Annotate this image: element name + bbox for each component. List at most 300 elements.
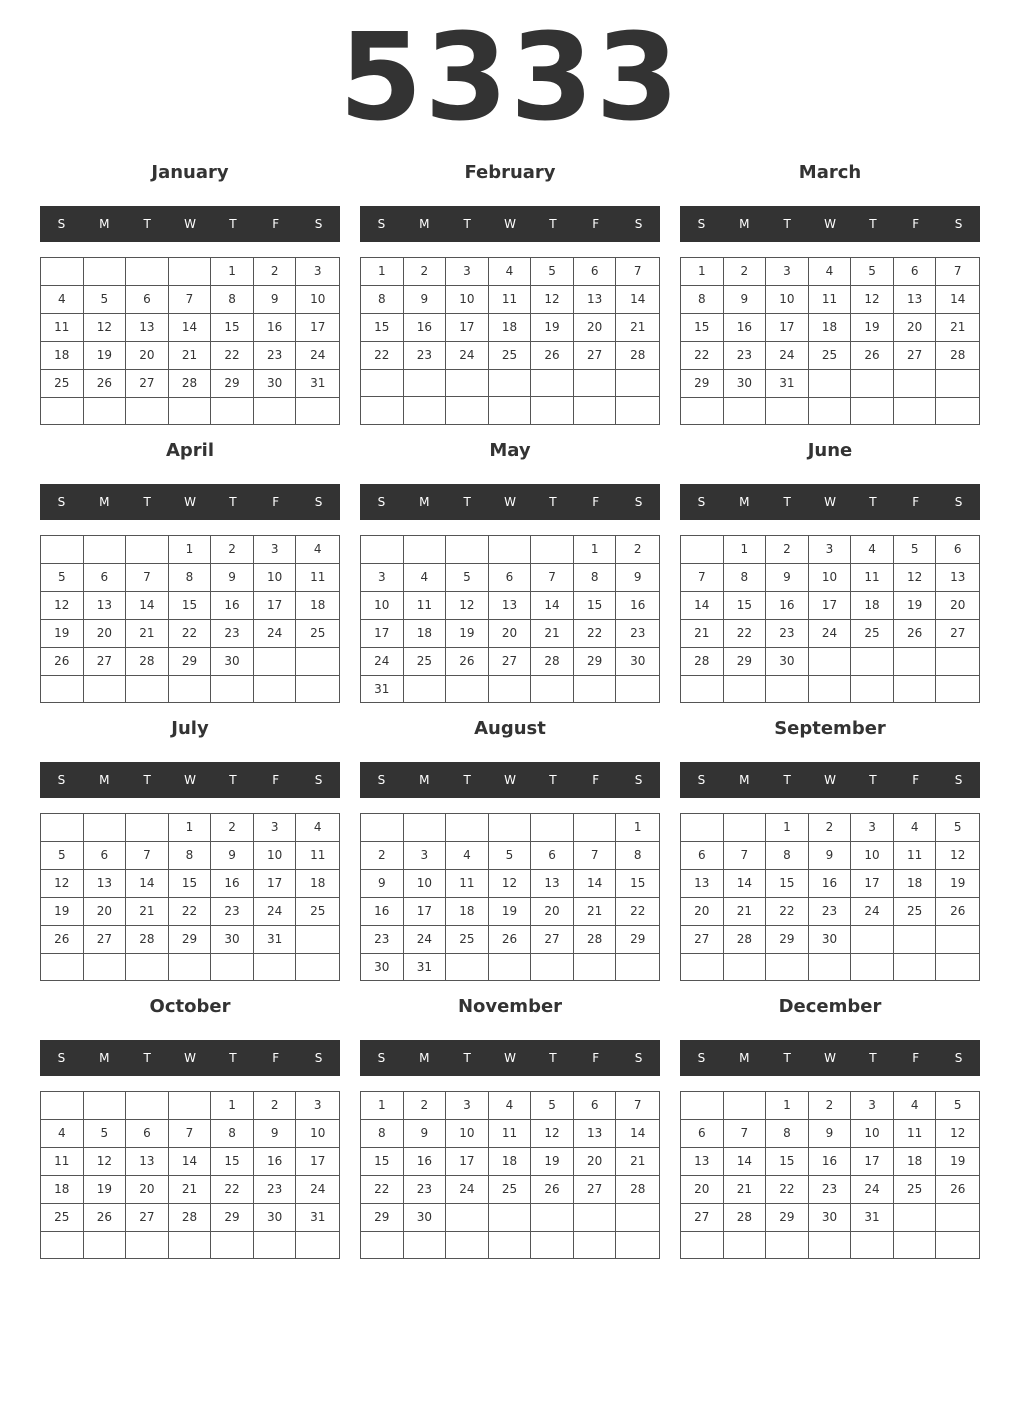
day-cell: 9 — [404, 1120, 447, 1148]
day-cell: 26 — [489, 926, 532, 954]
month-name: May — [489, 440, 531, 461]
day-cell: 19 — [84, 1176, 127, 1204]
day-cell — [126, 536, 169, 564]
weekday-label: T — [463, 495, 471, 509]
day-cell: 12 — [489, 870, 532, 898]
day-cell: 19 — [446, 620, 489, 648]
day-cell — [936, 954, 979, 980]
day-cell: 27 — [574, 342, 617, 370]
day-cell: 11 — [809, 286, 852, 314]
day-cell: 2 — [404, 258, 447, 286]
day-cell: 5 — [936, 814, 979, 842]
day-cell: 25 — [851, 620, 894, 648]
day-cell — [361, 1232, 404, 1258]
day-cell — [531, 954, 574, 981]
weekday-label: T — [869, 1051, 877, 1065]
day-cell: 28 — [531, 648, 574, 676]
day-cell: 4 — [404, 564, 447, 592]
day-cell: 24 — [361, 648, 404, 676]
day-cell — [41, 258, 84, 286]
day-cell: 1 — [169, 536, 212, 564]
day-cell: 25 — [894, 1176, 937, 1204]
day-cell: 7 — [724, 842, 767, 870]
day-cell: 28 — [724, 1204, 767, 1232]
day-cell: 11 — [894, 1120, 937, 1148]
day-cell — [574, 1204, 617, 1232]
day-cell: 14 — [126, 592, 169, 620]
weekday-label: F — [272, 1051, 280, 1065]
day-cell: 31 — [296, 1204, 339, 1232]
day-cell: 31 — [254, 926, 297, 954]
weekday-label: W — [504, 495, 516, 509]
day-cell — [84, 398, 127, 424]
day-cell: 21 — [724, 1176, 767, 1204]
day-cell: 14 — [531, 592, 574, 620]
day-cell: 12 — [936, 842, 979, 870]
weekday-label: M — [739, 495, 750, 509]
day-cell: 4 — [41, 286, 84, 314]
weekday-label: M — [99, 1051, 110, 1065]
day-cell: 6 — [126, 1120, 169, 1148]
day-cell — [41, 954, 84, 980]
day-cell — [41, 1232, 84, 1258]
day-cell: 14 — [574, 870, 617, 898]
day-cell: 7 — [724, 1120, 767, 1148]
day-cell — [894, 1232, 937, 1258]
day-cell: 19 — [84, 342, 127, 370]
day-cell: 17 — [404, 898, 447, 926]
day-cell — [84, 1232, 127, 1258]
day-cell: 13 — [84, 592, 127, 620]
day-cell — [809, 398, 852, 424]
weekday-label: T — [143, 217, 151, 231]
day-cell — [126, 398, 169, 424]
month-name: October — [149, 996, 231, 1017]
weekday-label: M — [419, 1051, 430, 1065]
day-cell — [809, 954, 852, 980]
day-cell: 12 — [531, 1120, 574, 1148]
day-grid — [680, 535, 980, 703]
day-cell: 10 — [446, 286, 489, 314]
day-cell: 19 — [531, 1148, 574, 1176]
day-cell: 13 — [894, 286, 937, 314]
day-cell: 10 — [254, 842, 297, 870]
day-grid — [360, 257, 660, 425]
day-cell — [296, 1232, 339, 1258]
day-cell — [126, 814, 169, 842]
day-cell: 6 — [84, 842, 127, 870]
day-cell — [766, 676, 809, 702]
day-cell: 1 — [574, 536, 617, 564]
day-cell: 6 — [126, 286, 169, 314]
day-cell: 22 — [574, 620, 617, 648]
weekday-label: T — [549, 217, 557, 231]
day-cell: 13 — [681, 870, 724, 898]
day-cell: 16 — [404, 314, 447, 342]
weekday-label: F — [912, 217, 920, 231]
day-cell — [126, 954, 169, 980]
day-cell — [531, 676, 574, 703]
day-cell: 2 — [809, 814, 852, 842]
day-cell: 20 — [681, 1176, 724, 1204]
day-cell: 25 — [296, 898, 339, 926]
day-cell: 17 — [851, 1148, 894, 1176]
day-cell — [404, 1232, 447, 1258]
day-cell: 22 — [361, 342, 404, 370]
day-cell — [446, 1232, 489, 1258]
day-cell: 17 — [446, 314, 489, 342]
day-cell: 28 — [169, 370, 212, 398]
day-cell: 15 — [169, 592, 212, 620]
day-cell: 29 — [766, 926, 809, 954]
day-cell: 24 — [446, 342, 489, 370]
day-cell: 30 — [809, 926, 852, 954]
month-name: July — [171, 718, 209, 739]
day-cell — [211, 954, 254, 980]
day-cell: 2 — [616, 536, 659, 564]
day-cell: 29 — [361, 1204, 404, 1232]
day-cell — [254, 1232, 297, 1258]
day-cell: 19 — [531, 314, 574, 342]
day-cell: 30 — [616, 648, 659, 676]
weekday-label: S — [954, 773, 963, 787]
day-cell: 1 — [681, 258, 724, 286]
day-cell — [84, 1092, 127, 1120]
day-cell — [211, 1232, 254, 1258]
day-cell: 1 — [361, 1092, 404, 1120]
day-cell — [169, 954, 212, 980]
day-cell: 11 — [446, 870, 489, 898]
day-cell — [84, 258, 127, 286]
weekday-label: W — [824, 1051, 836, 1065]
day-cell — [296, 954, 339, 980]
weekday-header — [40, 762, 340, 798]
weekday-label: M — [99, 217, 110, 231]
day-cell: 2 — [211, 814, 254, 842]
day-cell: 14 — [681, 592, 724, 620]
day-cell: 8 — [766, 842, 809, 870]
day-cell: 17 — [296, 1148, 339, 1176]
day-cell: 22 — [766, 1176, 809, 1204]
day-cell: 1 — [211, 1092, 254, 1120]
day-cell — [296, 398, 339, 424]
day-cell — [724, 954, 767, 980]
day-cell — [254, 398, 297, 424]
month-name: November — [457, 996, 563, 1017]
day-cell: 12 — [41, 592, 84, 620]
day-cell: 16 — [766, 592, 809, 620]
weekday-label: S — [57, 773, 66, 787]
day-cell: 27 — [681, 1204, 724, 1232]
day-cell: 27 — [489, 648, 532, 676]
day-cell: 30 — [766, 648, 809, 676]
day-cell — [254, 676, 297, 702]
day-cell — [724, 676, 767, 702]
weekday-label: T — [463, 217, 471, 231]
day-cell — [446, 370, 489, 397]
weekday-label: S — [377, 217, 386, 231]
day-cell: 23 — [766, 620, 809, 648]
day-grid — [680, 257, 980, 425]
day-cell: 23 — [211, 620, 254, 648]
weekday-header — [680, 484, 980, 520]
day-cell: 14 — [936, 286, 979, 314]
day-cell: 26 — [894, 620, 937, 648]
day-cell: 6 — [894, 258, 937, 286]
day-cell — [41, 814, 84, 842]
day-cell: 9 — [809, 1120, 852, 1148]
day-cell: 3 — [446, 258, 489, 286]
day-cell: 20 — [894, 314, 937, 342]
day-cell: 5 — [531, 1092, 574, 1120]
day-cell: 8 — [724, 564, 767, 592]
day-cell: 15 — [361, 314, 404, 342]
weekday-header — [360, 206, 660, 242]
weekday-label: M — [99, 495, 110, 509]
month-name: August — [474, 718, 546, 739]
day-cell: 7 — [126, 564, 169, 592]
day-cell: 23 — [404, 342, 447, 370]
day-cell: 2 — [254, 258, 297, 286]
day-cell: 19 — [41, 898, 84, 926]
day-cell: 27 — [894, 342, 937, 370]
day-cell: 13 — [489, 592, 532, 620]
day-cell: 21 — [574, 898, 617, 926]
day-cell — [724, 814, 767, 842]
day-cell: 2 — [724, 258, 767, 286]
day-cell: 5 — [894, 536, 937, 564]
day-cell — [169, 676, 212, 702]
day-cell: 2 — [404, 1092, 447, 1120]
day-cell: 8 — [361, 286, 404, 314]
day-cell — [404, 370, 447, 397]
weekday-label: F — [592, 217, 600, 231]
day-cell: 8 — [361, 1120, 404, 1148]
weekday-label: S — [634, 495, 643, 509]
day-cell: 30 — [724, 370, 767, 398]
day-cell: 3 — [254, 536, 297, 564]
day-cell: 14 — [169, 314, 212, 342]
day-cell: 19 — [41, 620, 84, 648]
day-cell: 6 — [84, 564, 127, 592]
day-cell: 27 — [531, 926, 574, 954]
weekday-label: T — [783, 495, 791, 509]
month-name: September — [774, 718, 886, 739]
day-cell — [616, 954, 659, 981]
day-cell — [851, 676, 894, 702]
day-cell: 24 — [296, 1176, 339, 1204]
day-cell — [724, 1232, 767, 1258]
day-cell — [446, 1204, 489, 1232]
day-cell: 21 — [724, 898, 767, 926]
day-cell: 1 — [766, 1092, 809, 1120]
day-cell — [531, 1232, 574, 1258]
day-cell: 24 — [446, 1176, 489, 1204]
day-grid — [40, 1091, 340, 1259]
weekday-label: S — [57, 495, 66, 509]
day-cell: 4 — [296, 814, 339, 842]
day-cell: 15 — [766, 870, 809, 898]
day-cell — [489, 676, 532, 703]
weekday-label: T — [463, 773, 471, 787]
weekday-label: T — [549, 773, 557, 787]
day-cell — [126, 1232, 169, 1258]
month-name: April — [165, 440, 215, 461]
day-cell — [169, 1092, 212, 1120]
day-cell: 7 — [936, 258, 979, 286]
day-cell: 12 — [531, 286, 574, 314]
day-cell: 29 — [766, 1204, 809, 1232]
day-cell: 26 — [41, 926, 84, 954]
day-cell — [404, 814, 447, 842]
day-cell: 10 — [851, 842, 894, 870]
weekday-header — [40, 484, 340, 520]
weekday-label: T — [463, 1051, 471, 1065]
day-cell: 4 — [809, 258, 852, 286]
day-cell: 28 — [126, 926, 169, 954]
day-cell: 11 — [296, 564, 339, 592]
day-cell: 17 — [809, 592, 852, 620]
day-cell — [126, 258, 169, 286]
day-cell — [254, 954, 297, 980]
day-cell — [361, 536, 404, 564]
day-cell: 13 — [681, 1148, 724, 1176]
day-cell: 26 — [531, 1176, 574, 1204]
day-cell: 11 — [41, 1148, 84, 1176]
day-cell: 2 — [361, 842, 404, 870]
day-cell: 26 — [936, 898, 979, 926]
day-cell — [169, 1232, 212, 1258]
day-cell: 1 — [361, 258, 404, 286]
weekday-label: T — [549, 495, 557, 509]
weekday-label: T — [783, 773, 791, 787]
day-grid — [40, 535, 340, 703]
day-cell: 13 — [936, 564, 979, 592]
day-cell: 15 — [361, 1148, 404, 1176]
day-cell: 7 — [169, 1120, 212, 1148]
day-cell: 5 — [531, 258, 574, 286]
day-cell: 23 — [254, 1176, 297, 1204]
day-cell: 27 — [936, 620, 979, 648]
day-cell: 4 — [41, 1120, 84, 1148]
day-cell: 6 — [531, 842, 574, 870]
day-cell: 1 — [724, 536, 767, 564]
day-cell: 14 — [616, 286, 659, 314]
day-cell — [766, 398, 809, 424]
day-cell — [489, 954, 532, 981]
day-cell: 15 — [681, 314, 724, 342]
day-cell: 19 — [894, 592, 937, 620]
day-cell: 21 — [616, 1148, 659, 1176]
day-cell: 13 — [574, 1120, 617, 1148]
day-cell — [809, 676, 852, 702]
day-cell: 15 — [211, 314, 254, 342]
weekday-header — [680, 1040, 980, 1076]
day-cell: 28 — [681, 648, 724, 676]
weekday-label: F — [272, 217, 280, 231]
day-cell: 25 — [809, 342, 852, 370]
day-cell — [574, 370, 617, 397]
day-grid — [360, 813, 660, 981]
day-cell — [894, 648, 937, 676]
day-cell: 28 — [574, 926, 617, 954]
day-cell — [574, 676, 617, 703]
day-cell: 27 — [681, 926, 724, 954]
day-cell: 10 — [361, 592, 404, 620]
day-cell — [446, 814, 489, 842]
day-cell — [851, 926, 894, 954]
day-cell: 16 — [404, 1148, 447, 1176]
day-cell: 9 — [211, 842, 254, 870]
day-cell — [936, 676, 979, 702]
day-cell: 12 — [84, 1148, 127, 1176]
day-cell: 29 — [169, 648, 212, 676]
day-cell: 3 — [296, 1092, 339, 1120]
day-cell: 7 — [126, 842, 169, 870]
day-cell: 2 — [809, 1092, 852, 1120]
day-cell — [489, 536, 532, 564]
day-cell: 31 — [296, 370, 339, 398]
day-cell: 29 — [616, 926, 659, 954]
weekday-label: F — [912, 495, 920, 509]
day-cell: 8 — [211, 286, 254, 314]
day-cell: 3 — [446, 1092, 489, 1120]
day-cell: 21 — [936, 314, 979, 342]
day-cell: 10 — [446, 1120, 489, 1148]
day-cell: 13 — [126, 314, 169, 342]
day-cell — [126, 1092, 169, 1120]
weekday-label: M — [99, 773, 110, 787]
day-cell: 30 — [361, 954, 404, 981]
day-cell: 11 — [296, 842, 339, 870]
day-cell — [254, 648, 297, 676]
day-cell — [936, 370, 979, 398]
day-cell: 13 — [531, 870, 574, 898]
day-cell: 11 — [41, 314, 84, 342]
day-cell — [41, 398, 84, 424]
day-cell — [84, 814, 127, 842]
day-cell: 20 — [936, 592, 979, 620]
day-cell: 24 — [851, 1176, 894, 1204]
day-cell — [851, 648, 894, 676]
day-cell: 20 — [531, 898, 574, 926]
day-cell: 9 — [254, 1120, 297, 1148]
day-cell: 15 — [574, 592, 617, 620]
day-cell: 2 — [211, 536, 254, 564]
day-cell — [766, 954, 809, 980]
day-cell — [574, 1232, 617, 1258]
weekday-label: W — [824, 495, 836, 509]
day-cell — [446, 676, 489, 703]
day-cell: 30 — [254, 370, 297, 398]
day-cell: 29 — [169, 926, 212, 954]
month-name: December — [778, 996, 882, 1017]
day-cell: 5 — [936, 1092, 979, 1120]
day-cell: 22 — [211, 342, 254, 370]
weekday-label: W — [824, 773, 836, 787]
weekday-label: S — [377, 773, 386, 787]
day-cell — [531, 370, 574, 397]
weekday-label: F — [592, 1051, 600, 1065]
day-cell: 23 — [254, 342, 297, 370]
day-cell: 10 — [254, 564, 297, 592]
day-cell: 15 — [724, 592, 767, 620]
day-cell — [574, 954, 617, 981]
day-cell: 28 — [169, 1204, 212, 1232]
weekday-label: S — [314, 217, 323, 231]
day-cell: 28 — [126, 648, 169, 676]
day-cell — [404, 397, 447, 424]
